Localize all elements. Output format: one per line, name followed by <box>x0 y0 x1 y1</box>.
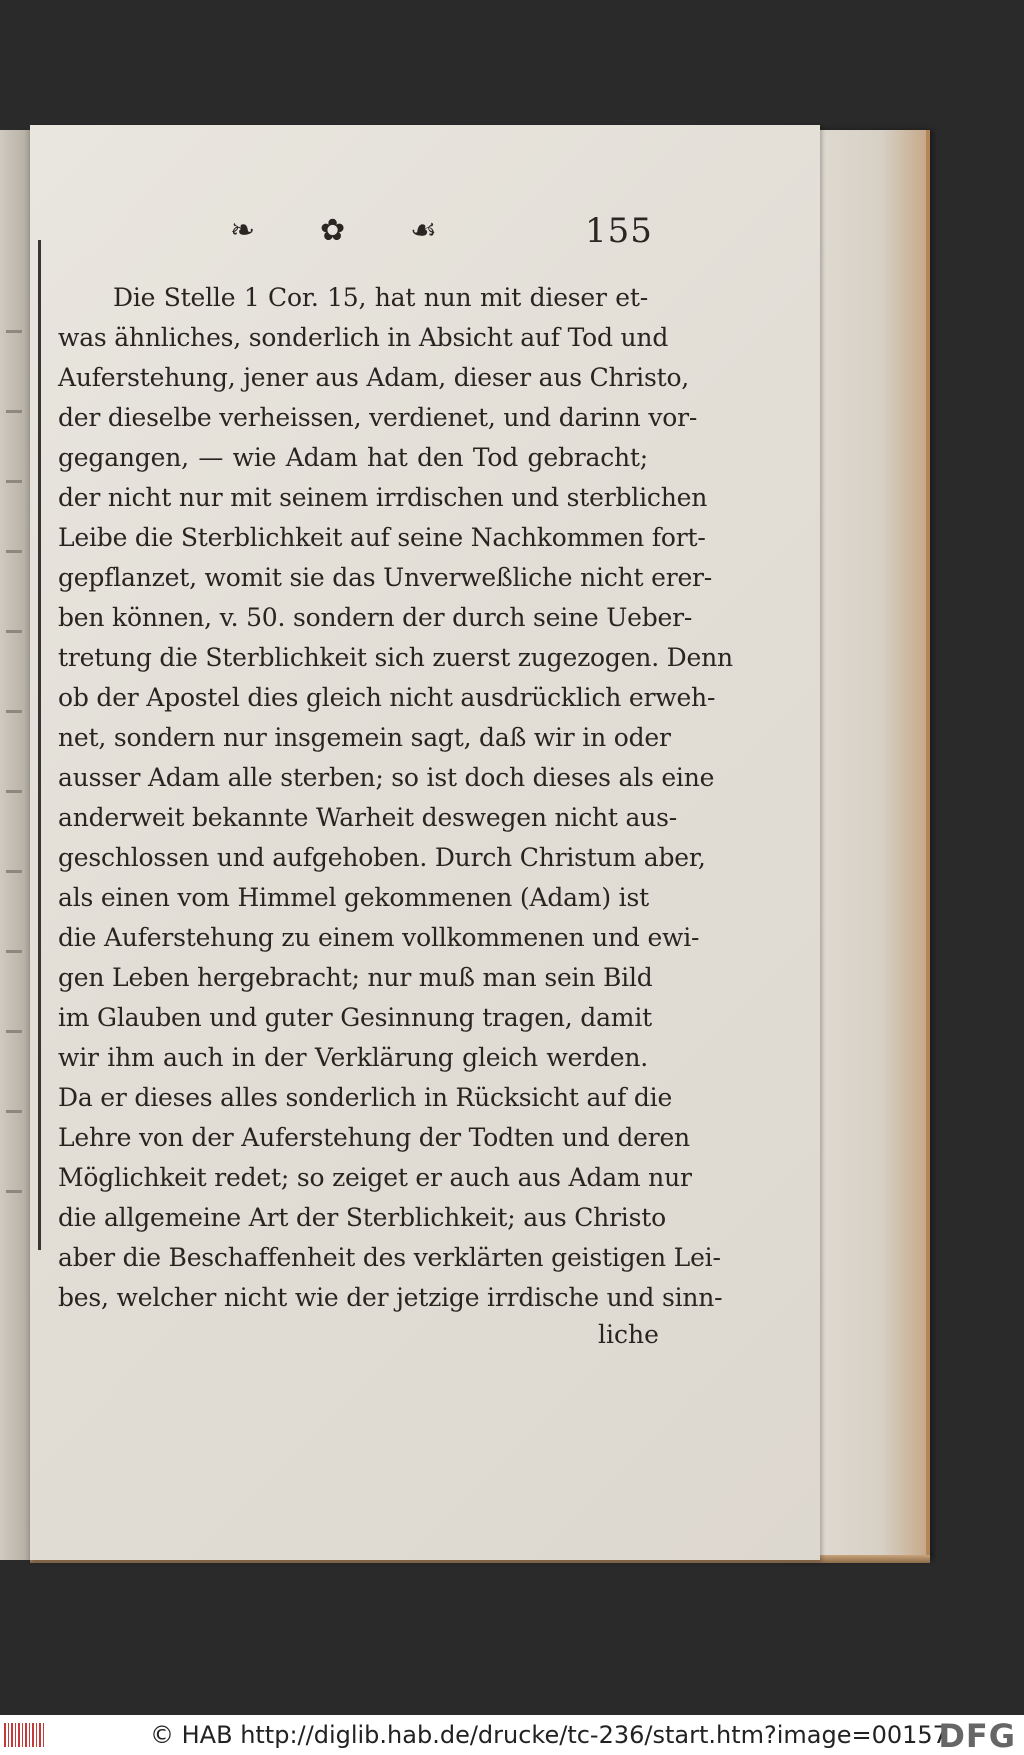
running-header <box>230 205 653 255</box>
dfg-logo: DFG <box>938 1717 1016 1755</box>
text-line: gen Leben hergebracht; nur muß man sein Bild <box>58 963 653 992</box>
text-line: geschlossen und aufgehoben. Durch Christum aber, <box>58 843 706 872</box>
text-line: Leibe die Sterblichkeit auf seine Nachkommen fort- <box>58 523 706 552</box>
text-line: aber die Beschaffenheit des verklärten geistigen Lei- <box>58 1243 721 1272</box>
text-line: anderweit bekannte Warheit deswegen nicht aus- <box>58 803 677 832</box>
text-line: der nicht nur mit seinem irrdischen und sterblichen <box>58 483 708 512</box>
text-line: Lehre von der Auferstehung der Todten und deren <box>58 1123 690 1152</box>
text-line: tretung die Sterblichkeit sich zuerst zugezogen. Denn <box>58 643 733 672</box>
source-credit-link[interactable]: © HAB http://diglib.hab.de/drucke/tc-236/start.htm?image=00157 <box>150 1721 948 1749</box>
text-line: Die Stelle 1 Cor. 15, hat nun mit dieser et- <box>113 283 648 312</box>
previous-pages-edge <box>0 130 34 1560</box>
header-ornament-right-icon: ☙ <box>410 213 437 248</box>
text-line: Auferstehung, jener aus Adam, dieser aus Christo, <box>58 363 690 392</box>
header-ornament-left-icon: ❧ <box>230 213 256 248</box>
text-line: gepflanzet, womit sie das Unverweßliche nicht erer- <box>58 563 713 592</box>
barcode-icon <box>4 1723 44 1747</box>
text-line: Möglichkeit redet; so zeiget er auch aus Adam nur <box>58 1163 692 1192</box>
text-line: ob der Apostel dies gleich nicht ausdrücklich erweh- <box>58 683 716 712</box>
text-line: was ähnliches, sonderlich in Absicht auf Tod und <box>58 323 669 352</box>
footer-bar <box>0 1715 1024 1755</box>
page-number: 155 <box>585 211 653 251</box>
text-line: bes, welcher nicht wie der jetzige irrdische und sinn- <box>58 1283 723 1312</box>
text-line: ausser Adam alle sterben; so ist doch dieses als eine <box>58 763 715 792</box>
text-line: net, sondern nur insgemein sagt, daß wir in oder <box>58 723 671 752</box>
text-line: als einen vom Himmel gekommenen (Adam) ist <box>58 883 649 912</box>
header-ornament-center-icon: ✿ <box>320 213 346 248</box>
text-line: gegangen, — wie Adam hat den Tod gebracht; <box>58 443 648 472</box>
text-line: Da er dieses alles sonderlich in Rücksicht auf die <box>58 1083 673 1112</box>
text-line: ben können, v. 50. sondern der durch seine Ueber- <box>58 603 693 632</box>
text-line: die allgemeine Art der Sterblichkeit; aus Christo <box>58 1203 666 1232</box>
text-line: der dieselbe verheissen, verdienet, und darinn vor- <box>58 403 698 432</box>
text-line: wir ihm auch in der Verklärung gleich werden. <box>58 1043 648 1072</box>
text-line: die Auferstehung zu einem vollkommenen und ewi- <box>58 923 700 952</box>
text-line: im Glauben und guter Gesinnung tragen, damit <box>58 1003 652 1032</box>
binding-shadow <box>38 240 41 1250</box>
catchword: liche <box>598 1320 659 1349</box>
body-text <box>58 278 733 1318</box>
